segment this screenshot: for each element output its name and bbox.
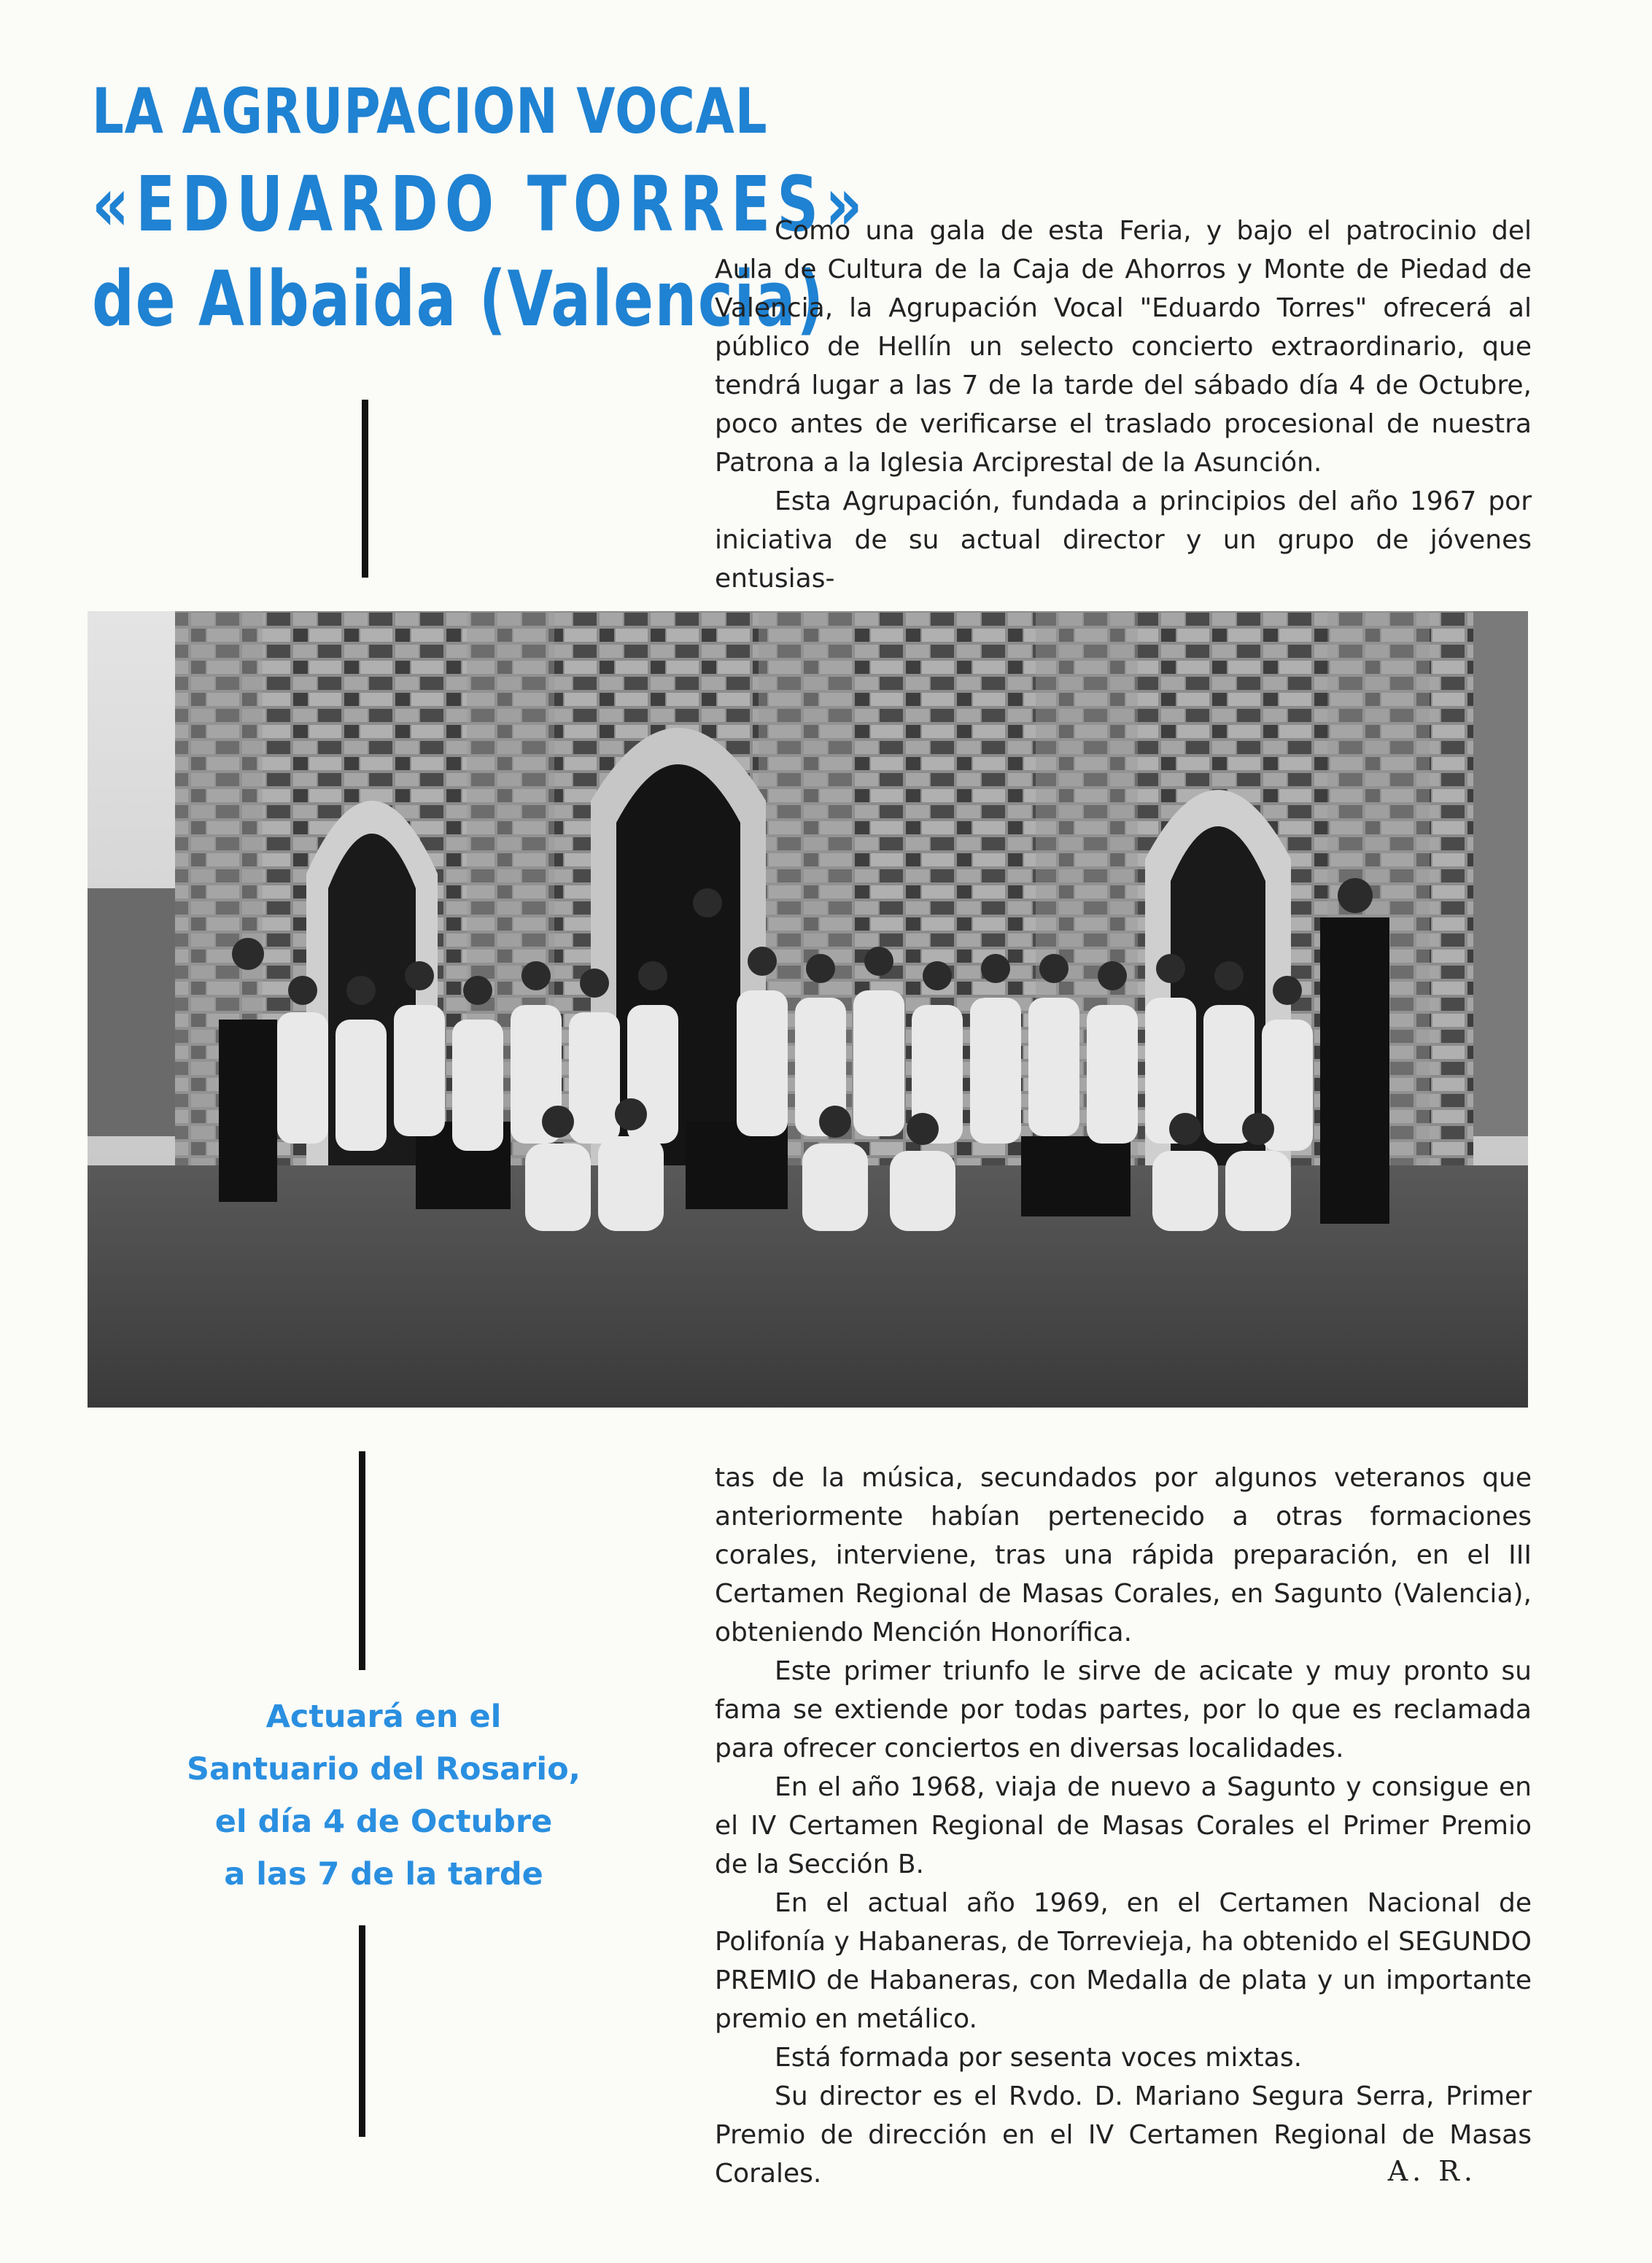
event-callout: [128, 1691, 639, 1901]
callout-line-2: Santuario del Rosario,: [187, 1751, 581, 1788]
article-column-top: [715, 211, 1532, 598]
author-signature: A. R.: [1387, 2155, 1477, 2187]
paragraph: Su director es el Rvdo. D. Mariano Segura Serra, Primer Premio de dirección en el IV Certamen Regional de Masas Corales.: [715, 2081, 1532, 2189]
paragraph: Esta Agrupación, fundada a principios del año 1967 por iniciativa de su actual director y un grupo de jóvenes entusias-: [715, 486, 1532, 594]
callout-line-3: el día 4 de Octubre: [214, 1804, 553, 1840]
article-column-bottom: [715, 1459, 1532, 2193]
paragraph: Como una gala de esta Feria, y bajo el patrocinio del Aula de Cultura de la Caja de Ahorros y Monte de Piedad de Valencia, la Agrupación Vocal "Eduardo Torres" ofrecerá al público de Hellín un selecto concierto extraordinario, que tendrá lugar a las 7 de la tarde del sábado día 4 de Octubre, poco antes de verificarse el traslado procesional de nuestra Patrona a la Iglesia Arciprestal de la Asunción.: [715, 216, 1532, 478]
decorative-rule-bottom: [359, 1925, 365, 2137]
choir-group-photo: [88, 611, 1528, 1408]
paragraph: Está formada por sesenta voces mixtas.: [775, 2043, 1303, 2073]
title-line-1: LA AGRUPACION VOCAL: [92, 75, 768, 148]
article-title: [92, 66, 869, 347]
callout-line-1: Actuará en el: [265, 1699, 502, 1735]
decorative-rule-top: [362, 400, 368, 578]
title-line-3: de Albaida (Valencia): [92, 255, 825, 343]
decorative-rule-middle: [359, 1451, 365, 1670]
paragraph: Este primer triunfo le sirve de acicate y muy pronto su fama se extiende por todas partes, por lo que es reclamada para ofrecer conciertos en diversas localidades.: [715, 1656, 1532, 1763]
title-line-2: «EDUARDO TORRES»: [92, 160, 869, 249]
paragraph: En el año 1968, viaja de nuevo a Sagunto y consigue en el IV Certamen Regional de Masas Corales el Primer Premio de la Sección B.: [715, 1772, 1532, 1879]
paragraph: En el actual año 1969, en el Certamen Nacional de Polifonía y Habaneras, de Torrevieja, ha obtenido el SEGUNDO PREMIO de Habaneras, con Medalla de plata y un importante premio en metálico.: [715, 1888, 1532, 2034]
callout-line-4: a las 7 de la tarde: [224, 1856, 543, 1893]
paragraph: tas de la música, secundados por algunos veteranos que anteriormente habían pertenecido a otras formaciones corales, interviene, tras una rápida preparación, en el III Certamen Regional de Masas Corales, en Sagunto (Valencia), obteniendo Mención Honorífica.: [715, 1463, 1532, 1647]
